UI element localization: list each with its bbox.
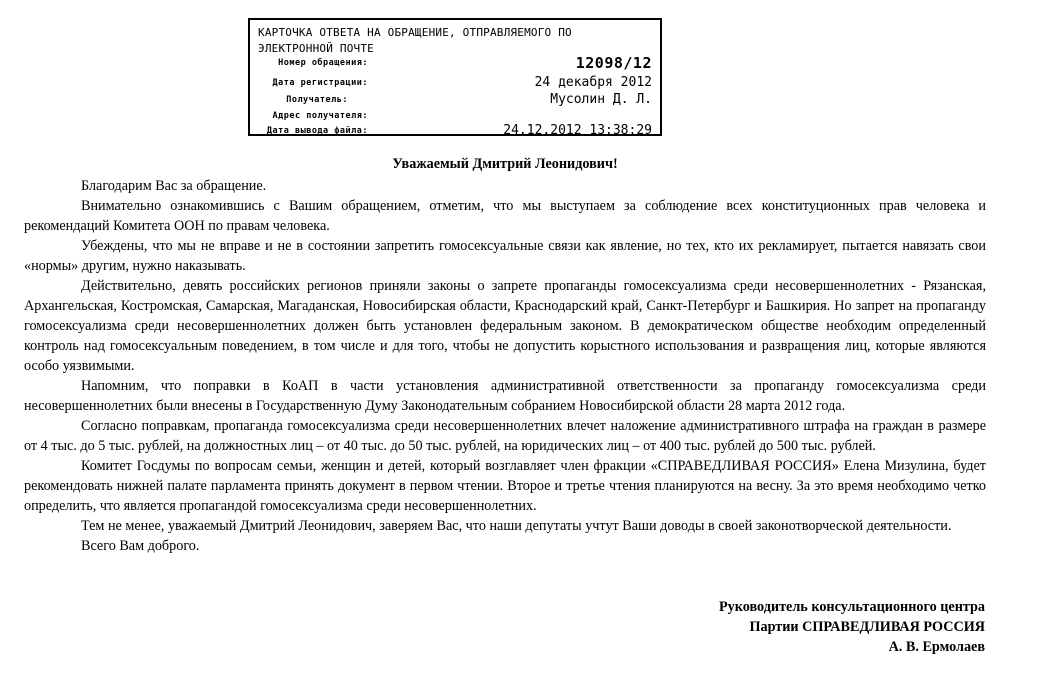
recipient-value: Мусолин Д. Л.: [550, 92, 652, 107]
card-title: КАРТОЧКА ОТВЕТА НА ОБРАЩЕНИЕ, ОТПРАВЛЯЕМОГО ПО ЭЛЕКТРОННОЙ ПОЧТЕ: [258, 26, 572, 55]
signature-position: Руководитель консультационного центра: [718, 599, 985, 615]
paragraph: Внимательно ознакомившись с Вашим обращением, отметим, что мы выступаем за соблюдение всех конституционных прав человека и рекомендаций Комитета ООН по правам человека.: [24, 198, 986, 234]
response-card: [248, 18, 662, 136]
registration-date-value: 24 декабря 2012: [534, 75, 652, 90]
signature-name: А. В. Ермолаев: [888, 639, 985, 655]
card-row-registration-date: [256, 74, 656, 92]
recipient-address-label: Адрес получателя:: [272, 111, 368, 121]
paragraph: Благодарим Вас за обращение.: [81, 178, 267, 194]
request-number-label: Номер обращения:: [278, 58, 368, 68]
recipient-label: Получатель:: [286, 95, 348, 105]
paragraph: Согласно поправкам, пропаганда гомосексуализма среди несовершеннолетних влечет наложение административного штрафа на граждан в размере от 4 тыс. до 5 тыс. рублей, на должностных лиц – от 40 тыс. до 50 тыс. рублей, на юридических лиц – от 400 тыс. рублей до 500 тыс. рублей.: [24, 418, 986, 454]
paragraph: Тем не менее, уважаемый Дмитрий Леонидович, заверяем Вас, что наши депутаты учтут Ваши доводы в своей законотворческой деятельности.: [81, 518, 952, 534]
paragraph: Действительно, девять российских регионов приняли законы о запрете пропаганды гомосексуализма среди несовершеннолетних - Рязанская, Архангельская, Костромская, Самарская, Магаданская, Новосибирская области, Краснодарский край, Санкт-Петербург и Башкирия. Но запрет на пропаганду гомосексуализма среди несовершеннолетних должен быть установлен федеральным законом. В демократическом обществе необходим определенный контроль над гомосексуальным поведением, в том числе и для того, чтобы не допустить корыстного использования и развращения лиц, которые являются особо уязвимыми.: [24, 278, 986, 374]
card-row-output-date: [256, 122, 656, 140]
registration-date-label: Дата регистрации:: [272, 78, 368, 88]
paragraph: Убеждены, что мы не вправе и не в состоянии запретить гомосексуальные связи как явление, но тех, кто их рекламирует, пытается навязать свои «нормы» другим, нужно наказывать.: [24, 238, 986, 274]
output-date-value: 24.12.2012 13:38:29: [503, 123, 652, 138]
output-date-label: Дата вывода файла:: [266, 126, 368, 136]
paragraph: Комитет Госдумы по вопросам семьи, женщин и детей, который возглавляет член фракции «СПРАВЕДЛИВАЯ РОССИЯ» Елена Мизулина, будет рекомендовать нижней палате парламента принять документ в первом чтении. Второе и третье чтения планируются на весну. За это время необходимо четко определить, что является пропагандой гомосексуализма среди несовершеннолетних.: [24, 458, 986, 514]
signature-party: Партии СПРАВЕДЛИВАЯ РОССИЯ: [749, 619, 985, 635]
greeting: Уважаемый Дмитрий Леонидович!: [392, 156, 618, 172]
letter-body: [24, 154, 986, 556]
paragraph: Напомним, что поправки в КоАП в части установления административной ответственности за пропаганду гомосексуализма среди несовершеннолетних были внесены в Государственную Думу Законодательным собранием Новосибирской области 28 марта 2012 года.: [24, 378, 986, 414]
request-number-value: 12098/12: [575, 54, 652, 72]
paragraph: Всего Вам доброго.: [81, 538, 200, 554]
signature-block: [719, 597, 985, 657]
card-row-request-number: [256, 54, 656, 72]
